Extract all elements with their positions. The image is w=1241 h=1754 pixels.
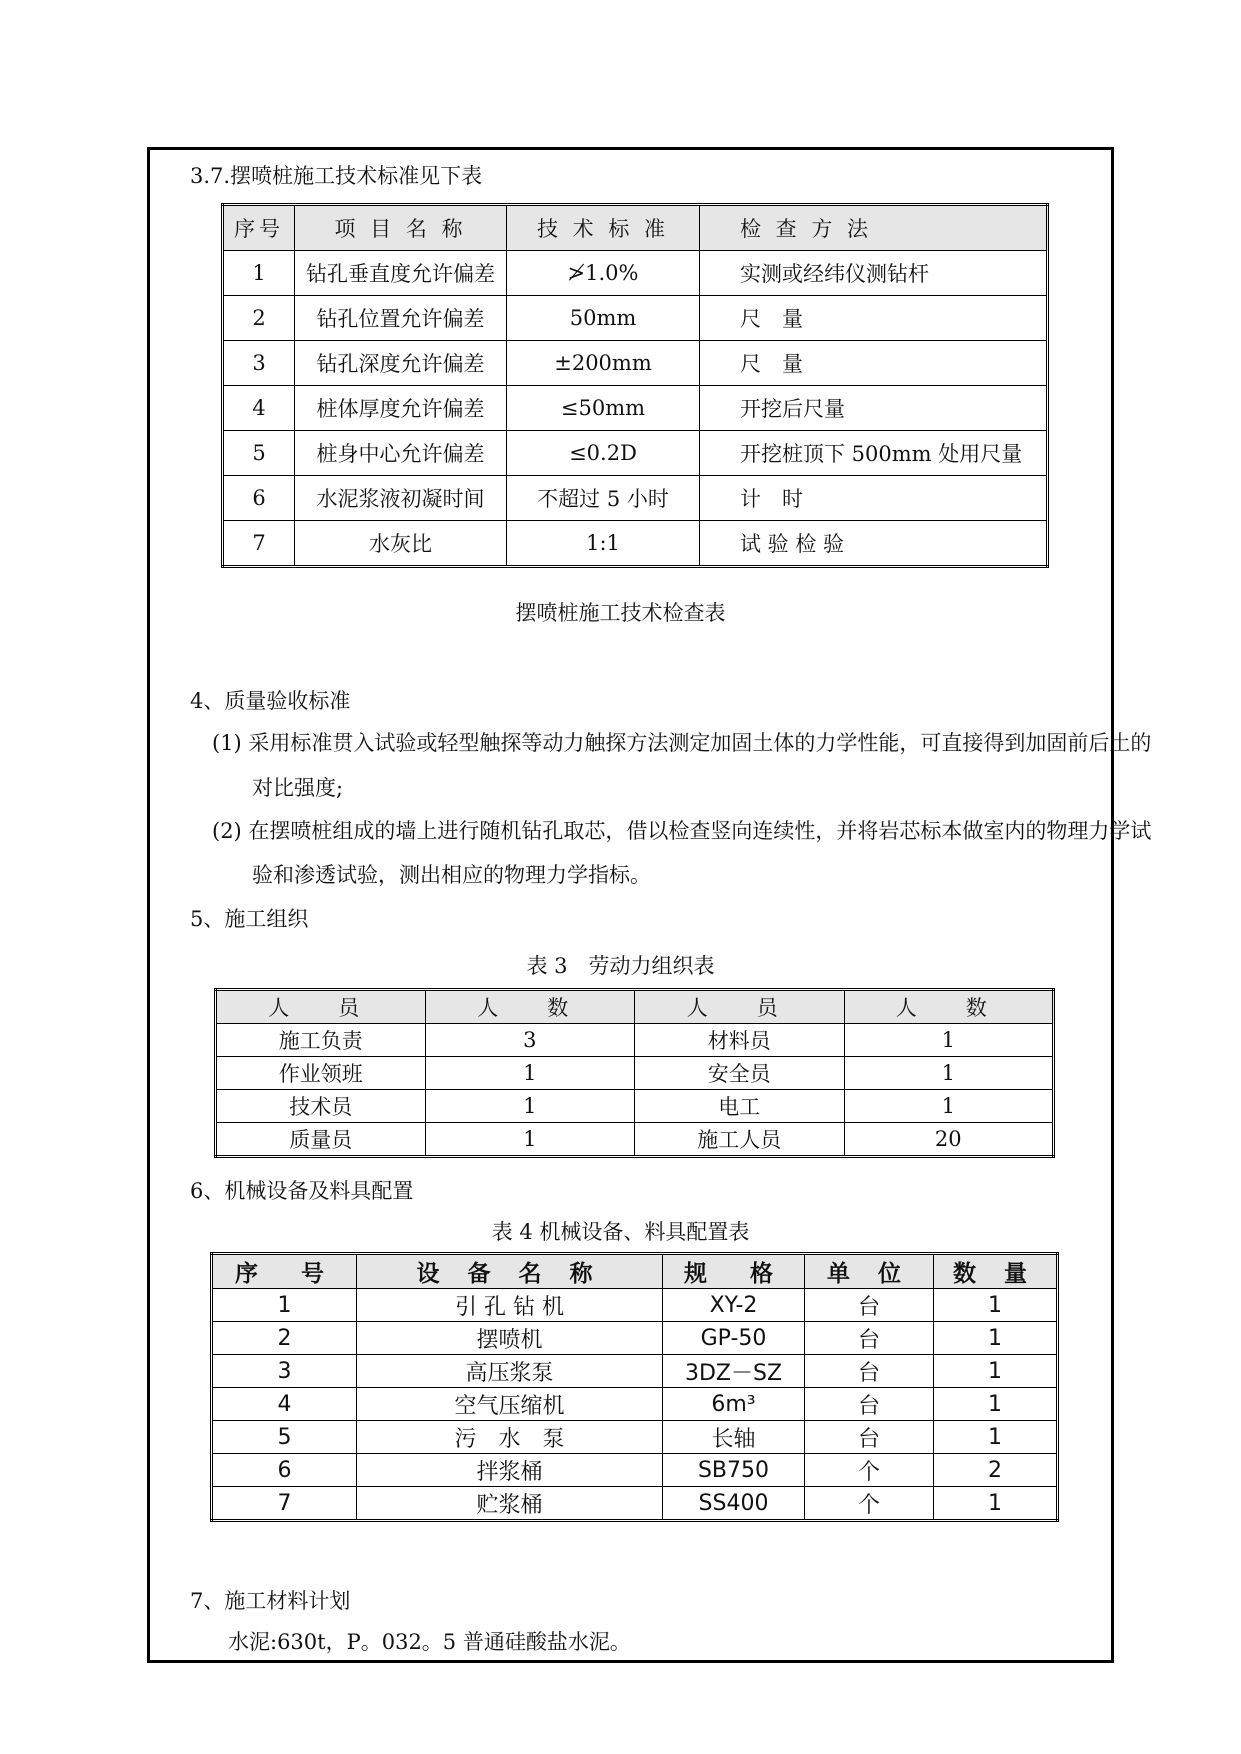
- table-cell: ≯1.0%: [507, 251, 700, 296]
- header-cell: 序 号: [212, 1254, 357, 1289]
- table-row: [212, 1421, 1058, 1454]
- table-cell: 1: [425, 1057, 635, 1090]
- table-cell: 台: [805, 1421, 934, 1454]
- table-cell: ±200mm: [507, 341, 700, 386]
- table-cell: 质量员: [216, 1123, 426, 1157]
- section-4-paragraph-1-line-2: 对比强度;: [252, 776, 344, 800]
- header-cell: 项 目 名 称: [295, 205, 507, 251]
- table-cell: 2: [212, 1322, 357, 1355]
- table-cell: 试 验 检 验: [700, 521, 1048, 567]
- section-4-heading: 4、质量验收标准: [190, 689, 351, 713]
- table-cell: SB750: [663, 1454, 805, 1487]
- table-row: [216, 1057, 1054, 1090]
- table-cell: 台: [805, 1388, 934, 1421]
- table-cell: 6m³: [663, 1388, 805, 1421]
- table-cell: 个: [805, 1487, 934, 1521]
- table-cell: 拌浆桶: [357, 1454, 663, 1487]
- table-cell: 电工: [635, 1090, 845, 1123]
- table-row: [223, 431, 1048, 476]
- table-cell: 台: [805, 1289, 934, 1322]
- table-cell: 台: [805, 1322, 934, 1355]
- section-5-heading: 5、施工组织: [190, 907, 309, 931]
- header-cell: 检 查 方 法: [700, 205, 1048, 251]
- table-row: [223, 476, 1048, 521]
- section-6-heading: 6、机械设备及料具配置: [190, 1179, 414, 1203]
- table-cell: 2: [934, 1454, 1058, 1487]
- table-cell: 1: [934, 1487, 1058, 1521]
- table-cell: 实测或经纬仪测钻杆: [700, 251, 1048, 296]
- labor-organization-table: [214, 988, 1055, 1158]
- section-4-paragraph-1-line-1: (1) 采用标准贯入试验或轻型触探等动力触探方法测定加固土体的力学性能，可直接得到加固前后土的: [212, 731, 1152, 755]
- header-cell: 序号: [223, 205, 295, 251]
- table-cell: 施工负责: [216, 1024, 426, 1057]
- table-header-row: [216, 990, 1054, 1024]
- table-cell: 台: [805, 1355, 934, 1388]
- table-cell: 6: [212, 1454, 357, 1487]
- table-cell: 摆喷机: [357, 1322, 663, 1355]
- table-cell: 1: [844, 1024, 1054, 1057]
- header-cell: 人 数: [425, 990, 635, 1024]
- table-cell: 4: [212, 1388, 357, 1421]
- table-cell: 材料员: [635, 1024, 845, 1057]
- table-cell: 安全员: [635, 1057, 845, 1090]
- table-cell: 1: [934, 1421, 1058, 1454]
- table-cell: 3: [425, 1024, 635, 1057]
- table-cell: 7: [223, 521, 295, 567]
- table-cell: ≤50mm: [507, 386, 700, 431]
- table-row: [212, 1454, 1058, 1487]
- table-cell: 水泥浆液初凝时间: [295, 476, 507, 521]
- section-4-paragraph-2-line-1: (2) 在摆喷桩组成的墙上进行随机钻孔取芯，借以检查竖向连续性，并将岩芯标本做室内的物理力学试: [212, 819, 1152, 843]
- table-cell: 1: [212, 1289, 357, 1322]
- table-cell: 1: [934, 1322, 1058, 1355]
- table-cell: 20: [844, 1123, 1054, 1157]
- table1-caption: 摆喷桩施工技术检查表: [515, 601, 726, 625]
- section-7-heading: 7、施工材料计划: [190, 1589, 351, 1613]
- table-row: [223, 296, 1048, 341]
- header-cell: 人 员: [635, 990, 845, 1024]
- table-cell: 3: [223, 341, 295, 386]
- table-cell: 水灰比: [295, 521, 507, 567]
- table-cell: 1: [934, 1289, 1058, 1322]
- table3-caption: 表 4 机械设备、料具配置表: [491, 1220, 750, 1244]
- table-cell: 施工人员: [635, 1123, 845, 1157]
- table-cell: 长轴: [663, 1421, 805, 1454]
- table-cell: 5: [212, 1421, 357, 1454]
- table-row: [216, 1024, 1054, 1057]
- table-cell: 作业领班: [216, 1057, 426, 1090]
- header-cell: 人 数: [844, 990, 1054, 1024]
- table-cell: SS400: [663, 1487, 805, 1521]
- table-cell: 7: [212, 1487, 357, 1521]
- table-cell: 1: [425, 1090, 635, 1123]
- table-cell: 钻孔位置允许偏差: [295, 296, 507, 341]
- table-cell: 个: [805, 1454, 934, 1487]
- table-row: [216, 1123, 1054, 1157]
- table-cell: 1: [223, 251, 295, 296]
- header-cell: 技 术 标 准: [507, 205, 700, 251]
- table-cell: 1: [934, 1355, 1058, 1388]
- table-cell: 3DZ－SZ: [663, 1355, 805, 1388]
- table-cell: 空气压缩机: [357, 1388, 663, 1421]
- header-cell: 数 量: [934, 1254, 1058, 1289]
- table-cell: 2: [223, 296, 295, 341]
- table-row: [212, 1289, 1058, 1322]
- table-cell: 桩身中心允许偏差: [295, 431, 507, 476]
- table-row: [223, 251, 1048, 296]
- table-cell: 5: [223, 431, 295, 476]
- table-cell: 钻孔垂直度允许偏差: [295, 251, 507, 296]
- table-row: [223, 521, 1048, 567]
- section-4-paragraph-2-line-2: 验和渗透试验，测出相应的物理力学指标。: [252, 863, 651, 887]
- table-cell: 开挖后尺量: [700, 386, 1048, 431]
- table-row: [216, 1090, 1054, 1123]
- table-header-row: [212, 1254, 1058, 1289]
- table-cell: 6: [223, 476, 295, 521]
- table-cell: 计 时: [700, 476, 1048, 521]
- table-cell: XY-2: [663, 1289, 805, 1322]
- header-cell: 单 位: [805, 1254, 934, 1289]
- section-3-7-heading: 3.7.摆喷桩施工技术标准见下表: [190, 164, 483, 188]
- table-row: [212, 1322, 1058, 1355]
- table-cell: 尺 量: [700, 296, 1048, 341]
- table-cell: 1: [844, 1090, 1054, 1123]
- table-cell: 不超过 5 小时: [507, 476, 700, 521]
- table-cell: 尺 量: [700, 341, 1048, 386]
- table-cell: 开挖桩顶下 500mm 处用尺量: [700, 431, 1048, 476]
- table-cell: 1:1: [507, 521, 700, 567]
- table-row: [223, 386, 1048, 431]
- table-header-row: [223, 205, 1048, 251]
- table-cell: 1: [844, 1057, 1054, 1090]
- table-cell: 1: [425, 1123, 635, 1157]
- technical-standards-table: [221, 203, 1049, 568]
- table2-caption: 表 3 劳动力组织表: [526, 954, 715, 978]
- table-cell: 桩体厚度允许偏差: [295, 386, 507, 431]
- table-row: [212, 1388, 1058, 1421]
- table-cell: 贮浆桶: [357, 1487, 663, 1521]
- table-cell: 4: [223, 386, 295, 431]
- table-row: [212, 1487, 1058, 1521]
- header-cell: 规 格: [663, 1254, 805, 1289]
- table-cell: 技术员: [216, 1090, 426, 1123]
- table-cell: 1: [934, 1388, 1058, 1421]
- table-cell: 引 孔 钻 机: [357, 1289, 663, 1322]
- table-row: [212, 1355, 1058, 1388]
- section-7-cement-line: 水泥:630t，P。032。5 普通硅酸盐水泥。: [228, 1630, 631, 1654]
- table-cell: 50mm: [507, 296, 700, 341]
- table-row: [223, 341, 1048, 386]
- table-cell: GP-50: [663, 1322, 805, 1355]
- table-cell: ≤0.2D: [507, 431, 700, 476]
- table-cell: 钻孔深度允许偏差: [295, 341, 507, 386]
- header-cell: 设 备 名 称: [357, 1254, 663, 1289]
- table-cell: 污 水 泵: [357, 1421, 663, 1454]
- equipment-configuration-table: [210, 1252, 1059, 1522]
- header-cell: 人 员: [216, 990, 426, 1024]
- table-cell: 高压浆泵: [357, 1355, 663, 1388]
- table-cell: 3: [212, 1355, 357, 1388]
